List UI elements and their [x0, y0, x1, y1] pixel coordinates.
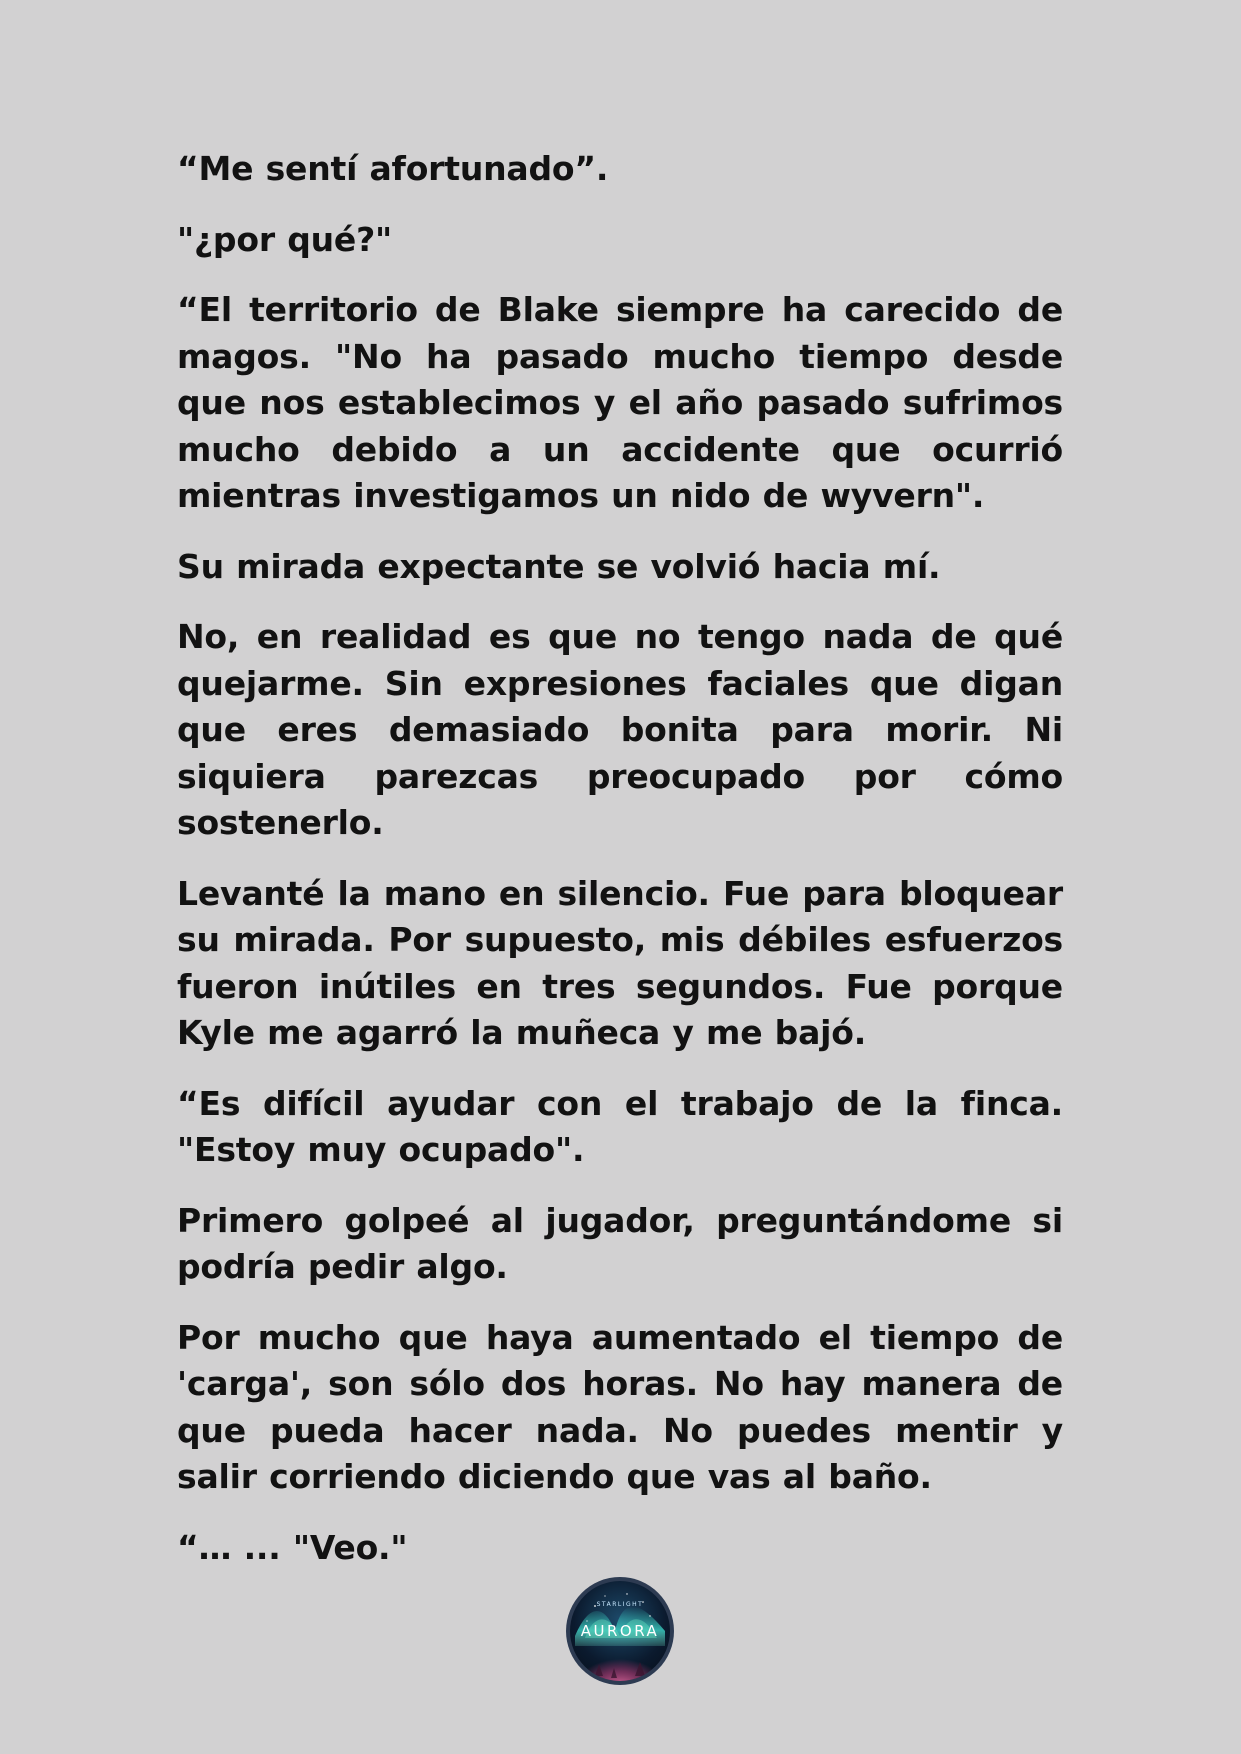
paragraph: “Es difícil ayudar con el trabajo de la finca. "Estoy muy ocupado". — [177, 1083, 1063, 1169]
paragraph: "¿por qué?" — [177, 219, 393, 259]
logo-arc-text: STARLIGHT — [596, 1601, 644, 1608]
paragraph: Su mirada expectante se volvió hacia mí. — [177, 546, 941, 586]
logo-title: AURORA — [580, 1622, 660, 1640]
paragraph: Primero golpeé al jugador, preguntándome si podría pedir algo. — [177, 1200, 1063, 1286]
paragraph: Por mucho que haya aumentado el tiempo de 'carga', son sólo dos horas. No hay manera de que pueda hacer nada. No puedes mentir y salir corriendo diciendo que vas al baño. — [177, 1317, 1063, 1496]
paragraph: “Me sentí afortunado”. — [177, 149, 609, 188]
aurora-logo — [565, 1576, 675, 1686]
paragraph: No, en realidad es que no tengo nada de qué quejarme. Sin expresiones faciales que digan que eres demasiado bonita para morir. Ni siquiera parezcas preocupado por cómo sostenerlo. — [177, 617, 1063, 842]
paragraph: “… ... "Veo." — [177, 1527, 408, 1567]
paragraph: “El territorio de Blake siempre ha carecido de magos. "No ha pasado mucho tiempo desde que nos establecimos y el año pasado sufrimos mucho debido a un accidente que ocurrió mientras investigamos un nido de wyvern". — [177, 290, 1063, 515]
paragraph: Levanté la mano en silencio. Fue para bloquear su mirada. Por supuesto, mis débiles esfuerzos fueron inútiles en tres segundos. Fue porque Kyle me agarró la muñeca y me bajó. — [177, 873, 1063, 1052]
body-text — [177, 146, 1063, 1595]
